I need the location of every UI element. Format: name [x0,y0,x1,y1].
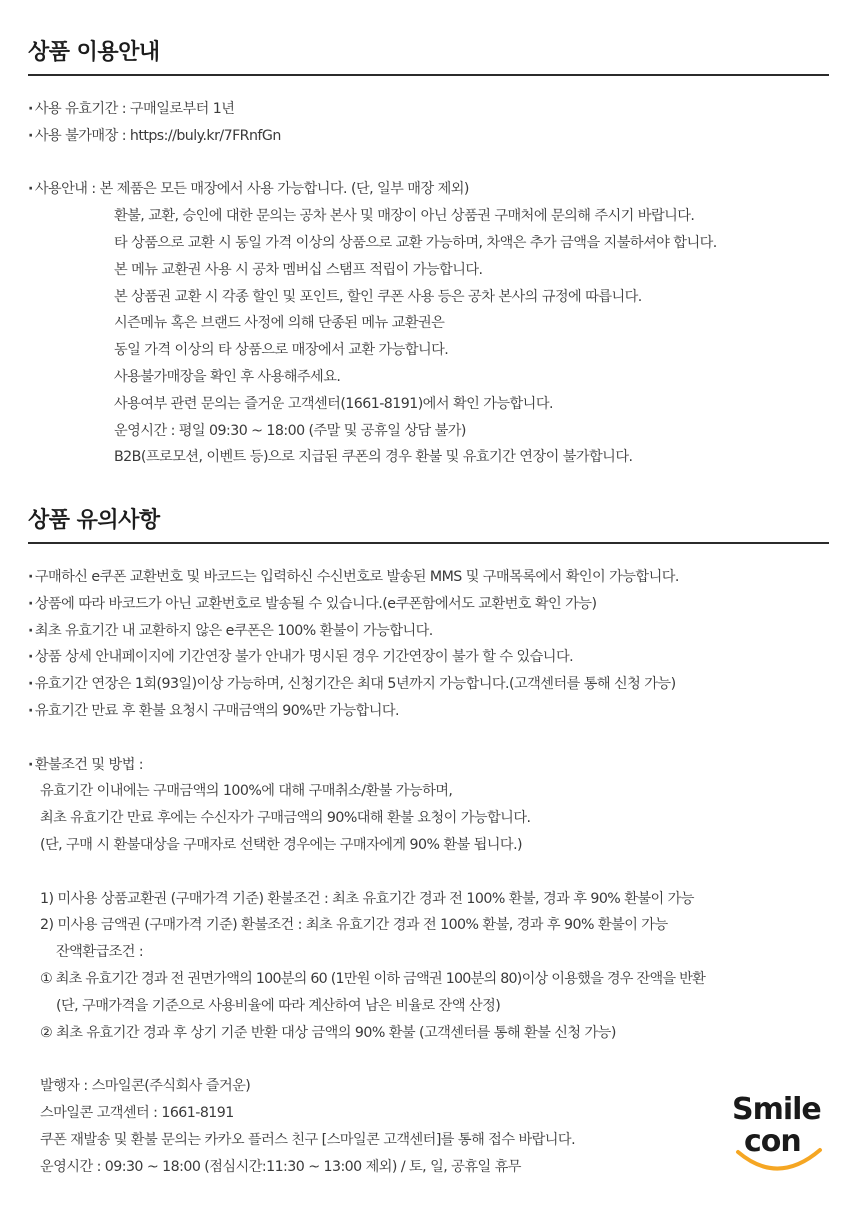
guide-line: B2B(프로모션, 이벤트 등)으로 지급된 쿠폰의 경우 환불 및 유효기간 연장이 불가합니다. [114,449,633,466]
guide-line: 운영시간 : 평일 09:30 ~ 18:00 (주말 및 공휴일 상담 불가) [114,422,466,439]
refund-title: · 환불조건 및 방법 : [28,752,829,779]
excluded-stores-text: · 사용 불가매장 : https://buly.kr/7FRnfGn [28,123,829,150]
spacer [28,725,829,752]
caution-item: · 상품 상세 안내페이지에 기간연장 불가 안내가 명시된 경우 기간연장이 불가 할 수 있습니다. [28,644,829,671]
balance-line: ② 최초 유효기간 경과 후 상기 기준 반환 대상 금액의 90% 환불 (고객센터를 통해 환불 신청 가능) [40,1024,616,1041]
usage-info-list [28,96,829,471]
logo-text-con: con [744,1124,801,1159]
smile-arc-icon [734,1142,824,1176]
guide-first-line: · 사용안내 : 본 제품은 모든 매장에서 사용 가능합니다. (단, 일부 매장 제외) [28,176,829,203]
guide-line: 본 상품권 교환 시 각종 할인 및 포인트, 할인 쿠폰 사용 등은 공차 본사의 규정에 따릅니다. [114,288,642,305]
spacer [28,859,829,886]
logo-text-smile: Smile [732,1092,821,1127]
balance-title: 잔액환급조건 : [56,944,144,961]
caution-item: · 상품에 따라 바코드가 아닌 교환번호로 발송될 수 있습니다.(e쿠폰함에서도 교환번호 확인 가능) [28,591,829,618]
spacer [28,1046,829,1073]
smilecon-logo [730,1090,826,1180]
caution-title: 상품 유의사항 [28,506,829,544]
balance-line: ① 최초 유효기간 경과 전 권면가액의 100분의 60 (1만원 이하 금액권 100분의 80)이상 이용했을 경우 잔액을 반환 [40,970,706,987]
validity-text: · 사용 유효기간 : 구매일로부터 1년 [28,96,829,123]
guide-line: 본 메뉴 교환권 사용 시 공차 멤버십 스탬프 적립이 가능합니다. [114,261,483,278]
caution-list [28,564,829,1180]
condition-line: 2) 미사용 금액권 (구매가격 기준) 환불조건 : 최초 유효기간 경과 전 100% 환불, 경과 후 90% 환불이 가능 [40,917,668,934]
caution-section [28,506,829,1180]
hours-text: 운영시간 : 09:30 ~ 18:00 (점심시간:11:30 ~ 13:00 제외) / 토, 일, 공휴일 휴무 [40,1158,521,1175]
usage-info-title: 상품 이용안내 [28,38,829,76]
caution-item: · 최초 유효기간 내 교환하지 않은 e쿠폰은 100% 환불이 가능합니다. [28,618,829,645]
guide-line: 타 상품으로 교환 시 동일 가격 이상의 상품으로 교환 가능하며, 차액은 추가 금액을 지불하셔야 합니다. [114,234,717,251]
caution-item: · 유효기간 연장은 1회(93일)이상 가능하며, 신청기간은 최대 5년까지 가능합니다.(고객센터를 통해 신청 가능) [28,671,829,698]
caution-item: · 유효기간 만료 후 환불 요청시 구매금액의 90%만 가능합니다. [28,698,829,725]
usage-info-section [28,38,829,471]
guide-line: 환불, 교환, 승인에 대한 문의는 공차 본사 및 매장이 아닌 상품권 구매처에 문의해 주시기 바랍니다. [114,208,695,225]
condition-line: 1) 미사용 상품교환권 (구매가격 기준) 환불조건 : 최초 유효기간 경과 전 100% 환불, 경과 후 90% 환불이 가능 [40,890,694,907]
refund-line: (단, 구매 시 환불대상을 구매자로 선택한 경우에는 구매자에게 90% 환불 됩니다.) [40,836,523,853]
resend-text: 쿠폰 재발송 및 환불 문의는 카카오 플러스 친구 [스마일콘 고객센터]를 통해 접수 바랍니다. [40,1131,576,1148]
balance-note: (단, 구매가격을 기준으로 사용비율에 따라 계산하여 남은 비율로 잔액 산정) [56,997,501,1014]
guide-line: 사용불가매장을 확인 후 사용해주세요. [114,368,341,385]
guide-line: 동일 가격 이상의 타 상품으로 매장에서 교환 가능합니다. [114,342,449,359]
spacer [28,150,829,177]
guide-line: 사용여부 관련 문의는 즐거운 고객센터(1661-8191)에서 확인 가능합니다. [114,395,553,412]
center-text: 스마일콘 고객센터 : 1661-8191 [40,1104,234,1121]
guide-line: 시즌메뉴 혹은 브랜드 사정에 의해 단종된 메뉴 교환권은 [114,315,445,332]
refund-line: 최초 유효기간 만료 후에는 수신자가 구매금액의 90%대해 환불 요청이 가능합니다. [40,810,531,827]
refund-line: 유효기간 이내에는 구매금액의 100%에 대해 구매취소/환불 가능하며, [40,783,453,800]
caution-item: · 구매하신 e쿠폰 교환번호 및 바코드는 입력하신 수신번호로 발송된 MMS 및 구매목록에서 확인이 가능합니다. [28,564,829,591]
issuer-text: 발행자 : 스마일콘(주식회사 즐거운) [40,1078,251,1095]
